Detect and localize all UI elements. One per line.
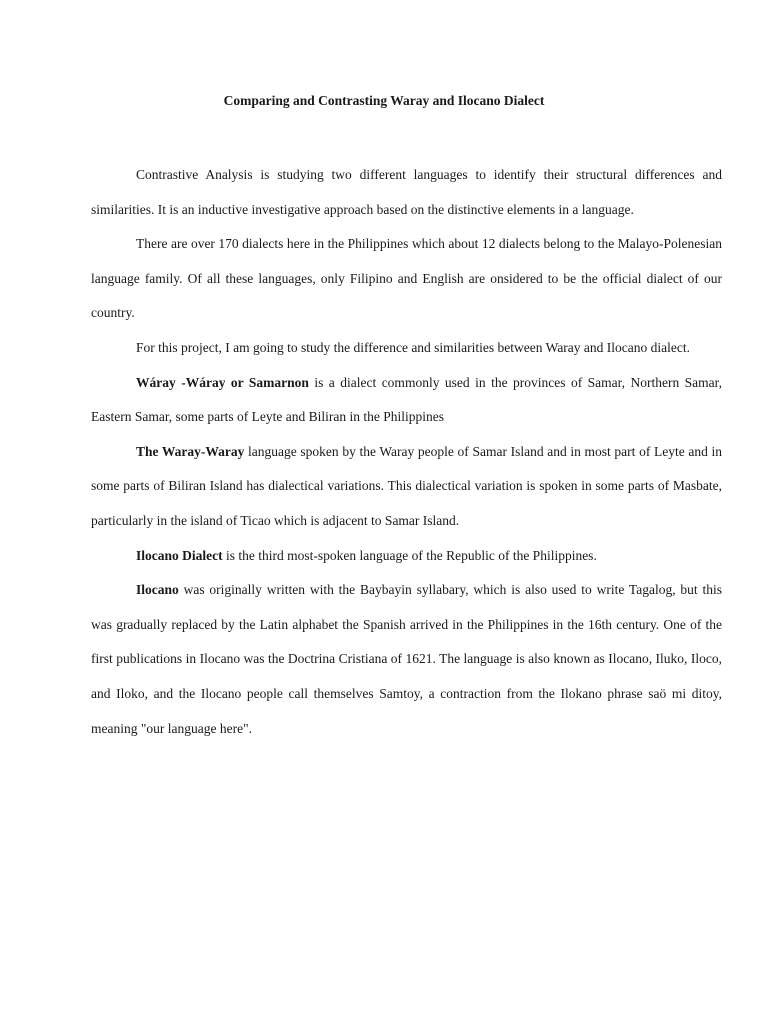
paragraph-ilocano-dialect [91, 539, 722, 574]
paragraph-text: was originally written with the Baybayin syllabary, which is also used to write Tagalog, but this was gradually replaced by the Latin alphabet the Spanish arrived in the Philippines in the 16th century. One of the first publications in Ilocano was the Doctrina Cristiana of 1621. The language is also known as Ilocano, Iluko, Iloco, and Iloko, and the Ilocano people call themselves Samtoy, a contraction from the Ilokano phrase saö mi ditoy, meaning "our language here". [91, 582, 722, 736]
document-body [91, 158, 722, 746]
paragraph-text: Contrastive Analysis is studying two different languages to identify their structural differences and similarities. It is an inductive investigative approach based on the distinctive elements in a language. [91, 167, 722, 217]
paragraph-ilocano-history [91, 573, 722, 746]
paragraph-bold-lead: The Waray-Waray [136, 443, 245, 459]
paragraph-text: language spoken by the Waray people of Samar Island and in most part of Leyte and in some parts of Biliran Island has dialectical variations. This dialectical variation is spoken in some parts of Masbate, particularly in the island of Ticao which is adjacent to Samar Island. [91, 443, 722, 528]
paragraph-waray-samarnon [91, 366, 722, 435]
paragraph-text: There are over 170 dialects here in the Philippines which about 12 dialects belong to the Malayo-Polenesian language family. Of all these languages, only Filipino and English are onsidered to be the official dialect of our country. [91, 236, 722, 321]
paragraph-text: For this project, I am going to study the difference and similarities between Waray and Ilocano dialect. [136, 339, 690, 355]
paragraph-text: is a dialect commonly used in the provinces of Samar, Northern Samar, Eastern Samar, some parts of Leyte and Biliran in the Philippines [91, 374, 722, 425]
paragraph-waray-waray [91, 435, 722, 539]
paragraph-project-intro [91, 331, 722, 366]
document-title: Comparing and Contrasting Waray and Ilocano Dialect [223, 93, 545, 108]
paragraph-bold-lead: Wáray -Wáray or Samarnon [136, 374, 309, 390]
paragraph-bold-lead: Ilocano [136, 582, 179, 598]
paragraph-philippine-dialects [91, 227, 722, 331]
paragraph-contrastive-analysis [91, 158, 722, 227]
paragraph-text: is the third most-spoken language of the Republic of the Philippines. [222, 547, 597, 563]
paragraph-bold-lead: Ilocano Dialect [136, 547, 223, 563]
